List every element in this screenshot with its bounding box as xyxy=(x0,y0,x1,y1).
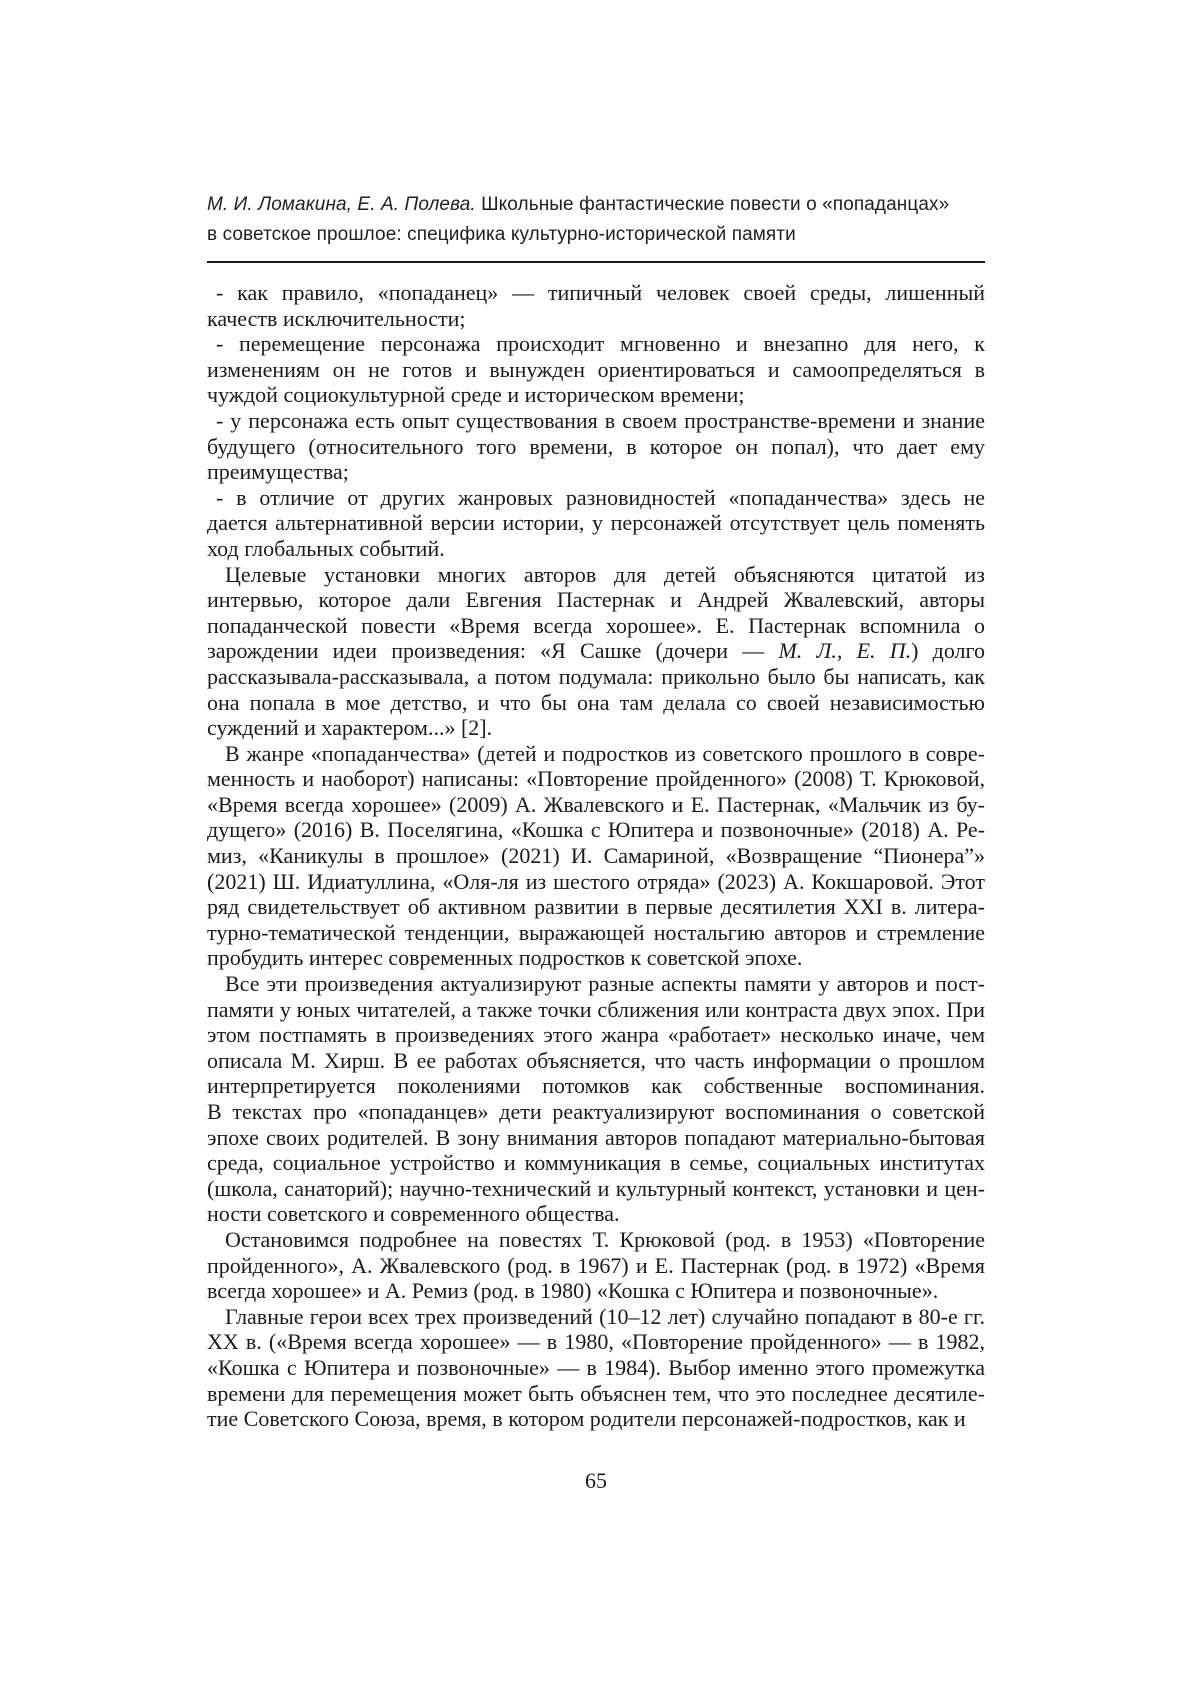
text-line: всегда хорошее» и А. Ремиз (род. в 1980) «Кошка с Юпитера и позвоночные». xyxy=(207,1278,939,1304)
text-line: дается альтернативной версии истории, у персонажей отсутствует цель поменять xyxy=(207,510,985,536)
text-line: изменениям он не готов и вынужден ориентироваться и самоопределяться в xyxy=(207,356,985,382)
text-line: интерпретируется поколениями потомков как собственные воспоминания. xyxy=(207,1073,985,1099)
paragraph xyxy=(207,331,985,408)
text-line: (школа, санаторий); научно-технический и культурный контекст, установки и цен- xyxy=(207,1175,985,1201)
text-line: суждений и характером...» [2]. xyxy=(207,715,493,741)
text-line: В текстах про «попаданцев» дети реактуализируют воспоминания о советской xyxy=(207,1099,985,1124)
text-line: пробудить интерес современных подростков к советской эпохе. xyxy=(207,945,803,971)
text-line: - в отличие от других жанровых разновидностей «попаданчества» здесь не xyxy=(216,484,985,510)
text-line: этом постпамять в произведениях этого жанра «работает» несколько иначе, чем xyxy=(207,1022,985,1048)
paragraph xyxy=(207,741,985,971)
text-line: - перемещение персонажа происходит мгновенно и внезапно для него, к xyxy=(216,331,985,357)
text-line: менность и наоборот) написаны: «Повторение пройденного» (2008) Т. Крюковой, xyxy=(207,766,985,792)
text-line: Все эти произведения актуализируют разные аспекты памяти у авторов и пост- xyxy=(225,971,985,997)
text-line: пройденного», А. Жвалевского (род. в 1967) и Е. Пастернак (род. в 1972) «Время xyxy=(207,1252,985,1278)
text-line: ряд свидетельствует об активном развитии в первые десятилетия XXI в. литера- xyxy=(207,894,985,920)
text-line: зарождении идеи произведения: «Я Сашке (дочери — М. Л., Е. П.) долго xyxy=(207,638,985,664)
text-line: «Время всегда хорошее» (2009) А. Жвалевского и Е. Пастернак, «Мальчик из бу- xyxy=(207,791,985,817)
page-content xyxy=(207,190,985,1432)
text-line: памяти у юных читателей, а также точки сближения или контраста двух эпох. При xyxy=(207,996,985,1022)
text-line: попаданческой повести «Время всегда хорошее». Е. Пастернак вспомнила о xyxy=(207,612,985,638)
text-line: времени для перемещения может быть объяснен тем, что это последнее десятиле- xyxy=(207,1380,985,1406)
text-line: турно-тематической тенденции, выражающей ностальгию авторов и стремление xyxy=(207,919,985,945)
text-line: качеств исключительности; xyxy=(207,305,466,331)
text-line: ход глобальных событий. xyxy=(207,535,445,561)
text-line: интервью, которое дали Евгения Пастернак и Андрей Жвалевский, авторы xyxy=(207,587,985,613)
paragraph xyxy=(207,408,985,485)
text-line: эпохе своих родителей. В зону внимания авторов попадают материально-бытовая xyxy=(207,1124,985,1150)
text-line: Остановимся подробнее на повестях Т. Крюковой (род. в 1953) «Повторение xyxy=(225,1226,985,1252)
text-line: (2021) Ш. Идиатуллина, «Оля-ля из шестого отряда» (2023) А. Кокшаровой. Этот xyxy=(207,868,985,894)
text-line: ности советского и современного общества. xyxy=(207,1201,620,1227)
running-head xyxy=(207,190,985,250)
text-line: - как правило, «попаданец» — типичный человек своей среды, лишенный xyxy=(216,280,985,305)
text-line: В жанре «попаданчества» (детей и подростков из советского прошлого в совре- xyxy=(225,740,985,766)
running-head-line-2: в советское прошлое: специфика культурно-исторической памяти xyxy=(207,224,796,245)
text-line: рассказывала-рассказывала, а потом подумала: прикольно было бы написать, как xyxy=(207,663,985,689)
running-head-line-1: М. И. Ломакина, Е. А. Полева. Школьные фантастические повести о «попаданцах» xyxy=(207,194,950,215)
text-line: - у персонажа есть опыт существования в своем пространстве-времени и знание xyxy=(216,407,985,433)
text-line: она попала в мое детство, и что бы она там делала со своей независимостью xyxy=(207,689,985,715)
header-divider-rule xyxy=(207,261,985,263)
text-line: XX в. («Время всегда хорошее» — в 1980, «Повторение пройденного» — в 1982, xyxy=(207,1329,985,1355)
paragraph xyxy=(207,1227,985,1304)
page-number: 65 xyxy=(585,1468,607,1493)
text-line: среда, социальное устройство и коммуникация в семье, социальных институтах xyxy=(207,1150,985,1176)
text-line: преимущества; xyxy=(207,459,349,485)
text-line: будущего (относительного того времени, в которое он попал), что дает ему xyxy=(207,433,985,459)
text-line: описала М. Хирш. В ее работах объясняется, что часть информации о прошлом xyxy=(207,1047,985,1073)
text-line: чуждой социокультурной среде и историческом времени; xyxy=(207,382,745,408)
article-body xyxy=(207,280,985,1432)
text-line: миз, «Каникулы в прошлое» (2021) И. Самариной, «Возвращение “Пионера”» xyxy=(207,843,985,869)
paragraph xyxy=(207,485,985,562)
text-line: дущего» (2016) В. Поселягина, «Кошка с Юпитера и позвоночные» (2018) А. Ре- xyxy=(207,817,985,843)
text-line: Главные герои всех трех произведений (10–12 лет) случайно попадают в 80-е гг. xyxy=(225,1303,985,1329)
text-line: «Кошка с Юпитера и позвоночные» — в 1984). Выбор именно этого промежутка xyxy=(207,1354,985,1380)
paragraph xyxy=(207,971,985,1227)
paragraph xyxy=(207,280,985,331)
text-line: тие Советского Союза, время, в котором родители персонажей-подростков, как и xyxy=(207,1406,966,1432)
text-line: Целевые установки многих авторов для детей объясняются цитатой из xyxy=(225,561,985,587)
paragraph xyxy=(207,1304,985,1432)
paragraph xyxy=(207,562,985,741)
